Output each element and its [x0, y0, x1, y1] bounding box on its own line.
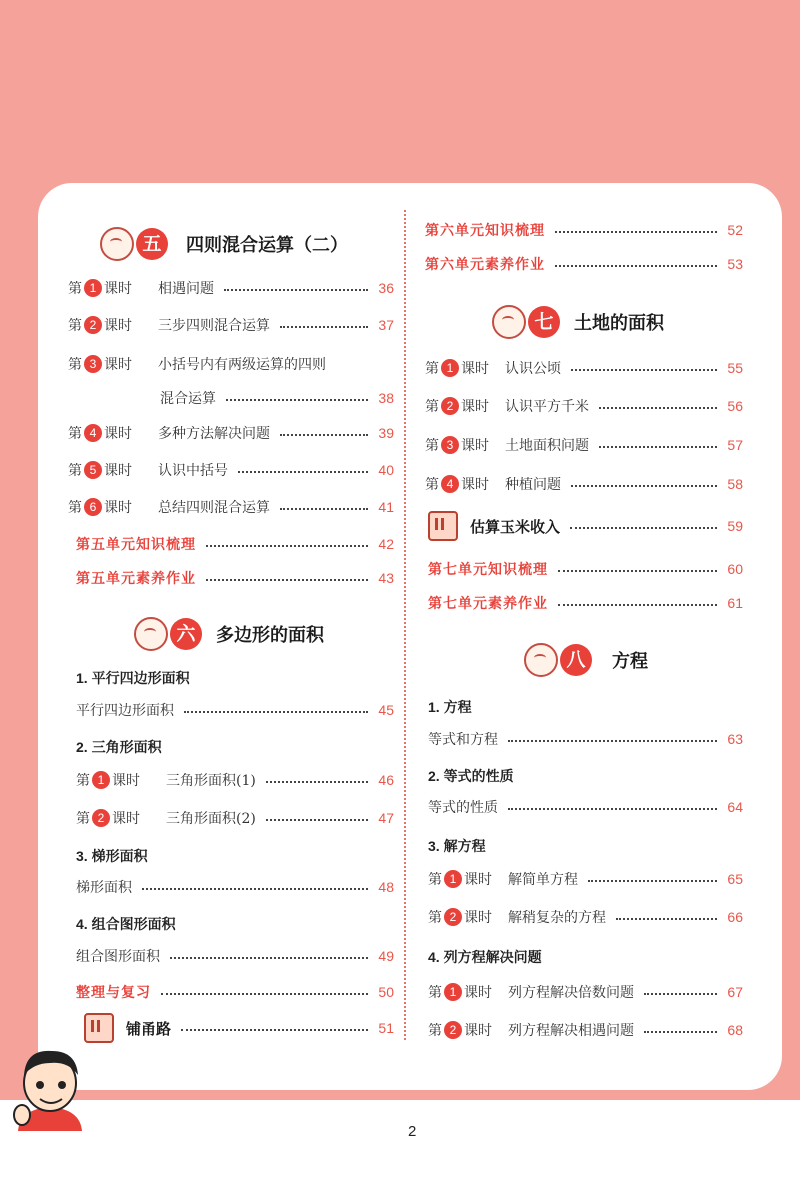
lesson-suffix: 课时 [112, 773, 140, 789]
lesson-row[interactable] [76, 944, 394, 968]
page-number-ref: 58 [727, 476, 743, 492]
section-heading: 1. 平行四边形面积 [76, 670, 190, 686]
homework-row[interactable] [76, 566, 394, 590]
leader-dots [571, 369, 717, 371]
unit-7-title: 土地的面积 [574, 313, 664, 334]
lesson-prefix: 第 [425, 477, 439, 493]
lesson-title: 列方程解决倍数问题 [508, 985, 634, 1001]
page-number-ref: 65 [727, 871, 743, 887]
activity-title: 铺甬路 [126, 1019, 172, 1038]
page-number-ref: 63 [727, 731, 743, 747]
leader-dots [206, 545, 368, 547]
lesson-prefix: 第 [425, 399, 439, 415]
lesson-suffix: 课时 [104, 426, 132, 442]
lesson-row[interactable] [425, 472, 743, 496]
lesson-suffix: 课时 [104, 500, 132, 516]
leader-dots [570, 527, 717, 529]
leader-dots [181, 1029, 368, 1031]
lesson-number-badge: 1 [444, 983, 462, 1001]
lesson-title: 梯形面积 [76, 880, 132, 896]
lesson-row[interactable] [68, 458, 394, 482]
page-number-ref: 37 [378, 317, 394, 333]
lesson-prefix: 第 [428, 985, 442, 1001]
page-number-ref: 48 [378, 879, 394, 895]
page-number-ref: 61 [727, 595, 743, 611]
leader-dots [226, 399, 368, 401]
lesson-prefix: 第 [428, 1023, 442, 1039]
review-title: 第五单元知识梳理 [76, 537, 196, 553]
lesson-row[interactable] [428, 867, 743, 891]
leader-dots [161, 993, 368, 995]
review-row[interactable] [428, 557, 743, 581]
page-number-ref: 49 [378, 948, 394, 964]
leader-dots [224, 289, 368, 291]
lesson-title: 解简单方程 [508, 872, 578, 888]
lesson-number-badge: 2 [84, 316, 102, 334]
lesson-title: 认识公顷 [505, 361, 561, 377]
lesson-suffix: 课时 [464, 1023, 492, 1039]
page-number-ref: 42 [378, 536, 394, 552]
lesson-number-badge: 1 [444, 870, 462, 888]
section-heading: 4. 列方程解决问题 [428, 949, 542, 965]
leader-dots [280, 508, 368, 510]
leader-dots [599, 407, 717, 409]
activity-title: 估算玉米收入 [470, 517, 561, 536]
lesson-number-badge: 3 [441, 436, 459, 454]
lesson-prefix: 第 [76, 811, 90, 827]
lesson-prefix: 第 [428, 910, 442, 926]
lesson-row-continuation[interactable] [160, 386, 394, 410]
page-number: 2 [408, 1123, 417, 1140]
homework-row[interactable] [428, 591, 743, 615]
page-number-ref: 66 [727, 909, 743, 925]
lesson-suffix: 课时 [104, 318, 132, 334]
leader-dots [280, 326, 368, 328]
unit-5-header [100, 226, 348, 262]
leader-dots [555, 265, 717, 267]
lesson-title: 小括号内有两级运算的四则 [158, 357, 326, 373]
lesson-title: 三角形面积(1) [166, 773, 256, 789]
page-number-ref: 64 [727, 799, 743, 815]
lesson-suffix: 课时 [464, 872, 492, 888]
lesson-suffix: 课时 [104, 357, 132, 373]
lesson-prefix: 第 [68, 318, 82, 334]
page-number-ref: 55 [727, 360, 743, 376]
lesson-number-badge: 3 [84, 355, 102, 373]
section-heading: 3. 梯形面积 [76, 848, 148, 864]
lesson-title: 列方程解决相遇问题 [508, 1023, 634, 1039]
lesson-title: 组合图形面积 [76, 949, 160, 965]
lesson-number-badge: 2 [441, 397, 459, 415]
unit-8-number: 八 [560, 644, 592, 676]
page-number-ref: 57 [727, 437, 743, 453]
page-number-ref: 51 [378, 1020, 394, 1036]
activity-row[interactable] [428, 514, 743, 538]
section-heading: 4. 组合图形面积 [76, 916, 176, 932]
lesson-row[interactable] [425, 433, 743, 457]
lesson-number-badge: 6 [84, 498, 102, 516]
leader-dots [616, 918, 717, 920]
leader-dots [558, 570, 717, 572]
page-number-ref: 67 [727, 984, 743, 1000]
page-number-ref: 43 [378, 570, 394, 586]
lesson-prefix: 第 [68, 463, 82, 479]
lesson-row[interactable] [425, 394, 743, 418]
leader-dots [266, 819, 369, 821]
lesson-row[interactable] [68, 421, 394, 445]
page-number-ref: 47 [378, 810, 394, 826]
mascot-icon [134, 617, 168, 651]
unit-6-header [134, 616, 324, 652]
lesson-title: 认识中括号 [158, 463, 228, 479]
lesson-suffix: 课时 [104, 281, 132, 297]
review-row[interactable] [425, 218, 743, 242]
lesson-title: 等式和方程 [428, 732, 498, 748]
section-heading: 2. 等式的性质 [428, 768, 514, 784]
page-number-ref: 53 [727, 256, 743, 272]
lesson-row[interactable] [76, 875, 394, 899]
leader-dots [558, 604, 717, 606]
lesson-title: 相遇问题 [158, 281, 214, 297]
lesson-number-badge: 4 [441, 475, 459, 493]
section-heading: 3. 解方程 [428, 838, 486, 854]
lesson-prefix: 第 [68, 500, 82, 516]
review-title: 整理与复习 [76, 985, 151, 1001]
review-title: 第六单元知识梳理 [425, 223, 545, 239]
lesson-row[interactable] [76, 698, 394, 722]
homework-title: 第七单元素养作业 [428, 596, 548, 612]
lesson-prefix: 第 [76, 773, 90, 789]
lesson-row[interactable] [68, 352, 394, 376]
lesson-title: 种植问题 [505, 477, 561, 493]
page-number-ref: 45 [378, 702, 394, 718]
page-number-ref: 52 [727, 222, 743, 238]
unit-5-title: 四则混合运算（二） [186, 235, 348, 256]
leader-dots [206, 579, 368, 581]
homework-title: 第五单元素养作业 [76, 571, 196, 587]
leader-dots [588, 880, 717, 882]
lesson-suffix: 课时 [464, 985, 492, 1001]
lesson-number-badge: 1 [441, 359, 459, 377]
lesson-title-continued: 混合运算 [160, 391, 216, 407]
lesson-number-badge: 2 [444, 1021, 462, 1039]
homework-title: 第六单元素养作业 [425, 257, 545, 273]
review-row[interactable] [76, 532, 394, 556]
section-heading: 2. 三角形面积 [76, 739, 162, 755]
page-number-ref: 50 [378, 984, 394, 1000]
leader-dots [238, 471, 368, 473]
unit-5-number: 五 [136, 228, 168, 260]
lesson-suffix: 课时 [461, 477, 489, 493]
page-number-ref: 68 [727, 1022, 743, 1038]
lesson-prefix: 第 [425, 361, 439, 377]
lesson-suffix: 课时 [464, 910, 492, 926]
lesson-suffix: 课时 [461, 399, 489, 415]
leader-dots [555, 231, 717, 233]
leader-dots [644, 1031, 717, 1033]
leader-dots [599, 446, 717, 448]
lesson-suffix: 课时 [461, 438, 489, 454]
lesson-title: 等式的性质 [428, 800, 498, 816]
lesson-suffix: 课时 [104, 463, 132, 479]
lesson-row[interactable] [428, 1018, 743, 1042]
leader-dots [508, 740, 717, 742]
activity-row[interactable] [84, 1016, 394, 1040]
leader-dots [644, 993, 717, 995]
page-number-ref: 40 [378, 462, 394, 478]
column-divider [404, 210, 406, 1040]
lesson-suffix: 课时 [461, 361, 489, 377]
lesson-prefix: 第 [428, 872, 442, 888]
leader-dots [142, 888, 368, 890]
lesson-title: 解稍复杂的方程 [508, 910, 606, 926]
section-heading: 1. 方程 [428, 699, 472, 715]
lesson-row[interactable] [428, 727, 743, 751]
lesson-row[interactable] [428, 905, 743, 929]
lesson-number-badge: 2 [92, 809, 110, 827]
mascot-icon [100, 227, 134, 261]
lesson-number-badge: 1 [84, 279, 102, 297]
page-number-ref: 46 [378, 772, 394, 788]
lesson-title: 土地面积问题 [505, 438, 589, 454]
unit-6-number: 六 [170, 618, 202, 650]
lesson-row[interactable] [68, 313, 394, 337]
lesson-title: 三步四则混合运算 [158, 318, 270, 334]
page-number-ref: 36 [378, 280, 394, 296]
boy-mascot-illustration [10, 1035, 90, 1135]
unit-7-header [492, 304, 664, 340]
lesson-title: 认识平方千米 [505, 399, 589, 415]
page-number-ref: 60 [727, 561, 743, 577]
leader-dots [280, 434, 368, 436]
lesson-prefix: 第 [68, 281, 82, 297]
lesson-number-badge: 4 [84, 424, 102, 442]
lesson-prefix: 第 [68, 357, 82, 373]
review-row[interactable] [76, 980, 394, 1004]
lesson-number-badge: 5 [84, 461, 102, 479]
page-number-ref: 39 [378, 425, 394, 441]
review-title: 第七单元知识梳理 [428, 562, 548, 578]
lesson-row[interactable] [425, 356, 743, 380]
mascot-icon [524, 643, 558, 677]
page-number-ref: 56 [727, 398, 743, 414]
lesson-prefix: 第 [425, 438, 439, 454]
leader-dots [184, 711, 368, 713]
lesson-row[interactable] [68, 276, 394, 300]
page-number-ref: 38 [378, 390, 394, 406]
unit-6-title: 多边形的面积 [216, 625, 324, 646]
lesson-suffix: 课时 [112, 811, 140, 827]
leader-dots [508, 808, 717, 810]
lesson-row[interactable] [68, 495, 394, 519]
lesson-row[interactable] [76, 806, 394, 830]
lesson-number-badge: 1 [92, 771, 110, 789]
lesson-row[interactable] [428, 980, 743, 1004]
leader-dots [266, 781, 369, 783]
lesson-title: 总结四则混合运算 [158, 500, 270, 516]
activity-icon [428, 511, 458, 541]
unit-8-header [524, 642, 648, 678]
homework-row[interactable] [425, 252, 743, 276]
lesson-row[interactable] [428, 795, 743, 819]
lesson-title: 多种方法解决问题 [158, 426, 270, 442]
lesson-number-badge: 2 [444, 908, 462, 926]
mascot-icon [492, 305, 526, 339]
lesson-title: 平行四边形面积 [76, 703, 174, 719]
leader-dots [170, 957, 368, 959]
lesson-title: 三角形面积(2) [166, 811, 256, 827]
leader-dots [571, 485, 717, 487]
unit-7-number: 七 [528, 306, 560, 338]
unit-8-title: 方程 [612, 651, 648, 672]
page-number-ref: 41 [378, 499, 394, 515]
lesson-row[interactable] [76, 768, 394, 792]
page-number-ref: 59 [727, 518, 743, 534]
lesson-prefix: 第 [68, 426, 82, 442]
